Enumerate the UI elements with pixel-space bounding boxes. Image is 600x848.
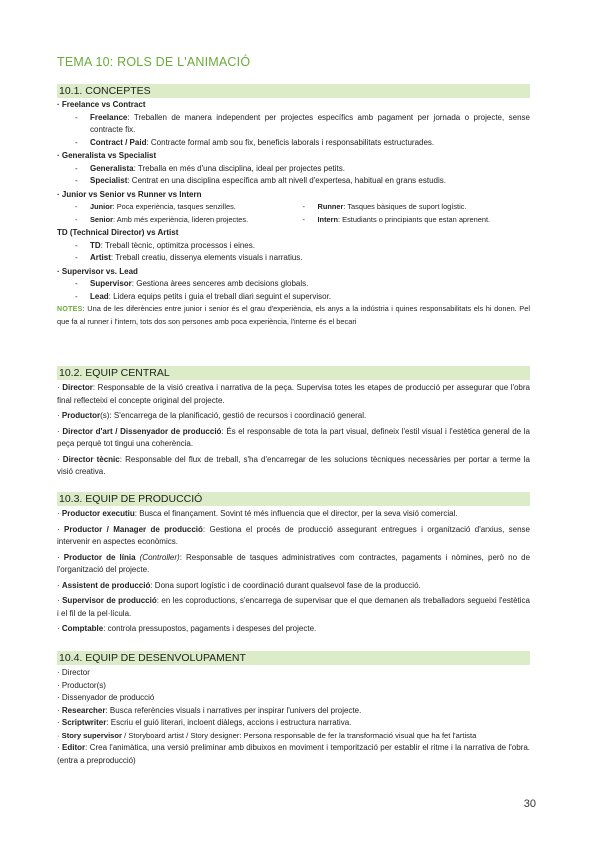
term: Director d'art / Dissenyador de producció	[62, 426, 222, 436]
definition: : Responsable de tasques administratives com contractes, pagaments i nòmines, però no de l'organització del projecte.	[57, 552, 531, 574]
term: Contract / Paid	[90, 137, 147, 147]
list-item: - Runner: Tasques bàsiques de suport logístic.	[302, 202, 467, 211]
definition: : Gestiona àrees senceres amb decisions globals.	[131, 279, 309, 288]
list-item: - Junior: Poca experiència, tasques senzilles.	[75, 202, 236, 211]
definition: : Treballen de manera independent per projectes específics amb pagament per jornada o projecte, sense contracte fix.	[90, 112, 530, 134]
term: Productor executiu	[61, 509, 135, 518]
term: Researcher	[61, 705, 106, 715]
definition: : Tasques bàsiques de suport logístic.	[343, 202, 467, 211]
definition: : Contracte formal amb sou fix, beneficis laborals i responsabilitats estructurades.	[146, 137, 435, 147]
list-item: - Specialist: Centrat en una disciplina específica amb alt nivell d'expertesa, habitual en grans estudis.	[75, 176, 446, 185]
list-item: · Dissenyador de producció	[57, 693, 155, 702]
term: Comptable	[61, 624, 104, 633]
definition: : Treballa en més d'una disciplina, ideal per projectes petits.	[133, 163, 345, 173]
paragraph: · Director d'art / Dissenyador de producció: És el responsable de tota la part visual, defineix l'estil visual i l'estètica general de la peça perquè tot tingui una coherència.	[57, 426, 530, 448]
section-conceptes	[57, 84, 530, 327]
paragraph: · Director: Responsable de la visió creativa i narrativa de la peça. Supervisa totes les etapes de producció per assegurar que l'obra final reflecteixi el concepte original del projecte.	[57, 383, 530, 405]
term: Artist	[90, 253, 111, 262]
term: Runner	[317, 202, 344, 211]
section-heading: 10.3. EQUIP DE PRODUCCIÓ	[57, 492, 530, 506]
list-item: TD (Technical Director) vs Artist	[57, 228, 179, 237]
section-equip-desenvolupament	[57, 651, 530, 767]
definition: : Responsable de la visió creativa i narrativa de la peça. Supervisa totes les etapes de producció per assegurar que l'obra final reflecteixi el concepte original del projecte.	[57, 383, 530, 405]
definition: : Busca referències visuals i narratives per inspirar l'univers del projecte.	[105, 705, 362, 715]
term-note: (Controller)	[135, 552, 180, 562]
definition: : Estudiants o principiants que estan aprenent.	[338, 214, 491, 224]
section-equip-central	[57, 366, 530, 479]
term: Specialist	[90, 176, 128, 185]
list-item: · Freelance vs Contract	[57, 100, 146, 109]
list-item: · Researcher: Busca referències visuals i narratives per inspirar l'univers del projecte.	[57, 705, 362, 715]
list-item: · Director	[57, 668, 90, 677]
list-item: - Supervisor: Gestiona àrees senceres amb decisions globals.	[75, 279, 309, 288]
list-item: - Senior: Amb més experiència, lideren projectes.	[75, 214, 249, 224]
list-item: - Freelance: Treballen de manera independent per projectes específics amb pagament per jornada o projecte, sense contracte fix.	[75, 112, 530, 134]
list-item: - Generalista: Treballa en més d'una disciplina, ideal per projectes petits.	[75, 163, 345, 173]
definition: : Busca el finançament. Sovint té més influencia que el director, per la seva visió comercial.	[134, 509, 458, 518]
term: TD	[90, 240, 101, 250]
term: Supervisor de producció	[62, 596, 157, 605]
term: Director	[62, 383, 93, 392]
term: Productor / Manager de producció	[64, 524, 203, 534]
term: Story supervisor	[61, 730, 122, 740]
section-heading: 10.4. EQUIP DE DESENVOLUPAMENT	[57, 651, 530, 665]
definition: : Treball tècnic, optimitza processos i eines.	[100, 240, 255, 250]
list-item: · Supervisor vs. Lead	[57, 266, 138, 276]
term: Director tècnic	[62, 454, 120, 464]
paragraph: · Productor executiu: Busca el finançament. Sovint té més influencia que el director, per la seva visió comercial.	[57, 509, 458, 518]
paragraph: · Productor(s): S'encarrega de la planificació, gestió de recursos i coordinació general.	[57, 411, 367, 420]
term: Supervisor	[90, 279, 132, 288]
definition: : Lidera equips petits i guia el treball diari seguint el supervisor.	[108, 291, 332, 301]
paragraph: · Productor / Manager de producció: Gestiona el procés de producció assegurant entregues i organització d'arxius, sense intervenir en aspectes econòmics.	[57, 524, 531, 546]
definition: : Dona suport logístic i de coordinació durant qualsevol fase de la producció.	[150, 580, 421, 590]
definition: : Crea l'animàtica, una versió preliminar amb dibuixos en moviment i temporització per establir el ritme i la narrativa de l'obra. (entra a preproducció)	[57, 743, 530, 765]
list-item: · Editor: Crea l'animàtica, una versió preliminar amb dibuixos en moviment i temporització per establir el ritme i la narrativa de l'obra. (entra a preproducció)	[57, 743, 530, 765]
list-item: · Story supervisor / Storyboard artist / Story designer: Persona responsable de fer la transformació visual que ha fet l'artista	[57, 730, 477, 740]
definition: : Centrat en una disciplina específica amb alt nivell d'expertesa, habitual en grans estudis.	[127, 176, 446, 185]
definition: : Amb més experiència, lideren projectes.	[113, 214, 249, 224]
definition: : Poca experiència, tasques senzilles.	[112, 202, 236, 211]
notes	[57, 303, 530, 327]
definition: : Treball creatiu, dissenya elements visuals i narratius.	[110, 253, 303, 262]
paragraph: · Productor de línia (Controller): Responsable de tasques administratives com contractes, pagaments i nòmines, però no de l'organització del projecte.	[57, 552, 531, 574]
definition: : controla pressupostos, pagaments i despeses del projecte.	[103, 624, 317, 633]
definition: : en les coproductions, s'encarrega de supervisar que el que demanen als treballadors segueixi l'estètica i el fil de la pel·lícula.	[57, 596, 530, 618]
definition: (s): S'encarrega de la planificació, gestió de recursos i coordinació general.	[100, 411, 367, 420]
term: Junior	[90, 202, 113, 211]
term: Generalista	[90, 163, 134, 173]
definition: / Storyboard artist / Story designer: Persona responsable de fer la transformació visual que ha fet l'artista	[122, 730, 477, 740]
term: Assistent de producció	[61, 580, 151, 590]
notes-label: NOTES	[57, 306, 83, 313]
paragraph: · Comptable: controla pressupostos, pagaments i despeses del projecte.	[57, 624, 317, 633]
list-item: - Contract / Paid: Contracte formal amb sou fix, beneficis laborals i responsabilitats estructurades.	[75, 137, 435, 147]
term: Productor de línia	[63, 552, 136, 562]
definition: : Responsable del flux de treball, s'ha d'encarregar de les solucions tècniques necessàries per portar a terme la visió creativa.	[57, 454, 530, 476]
page-title: TEMA 10: ROLS DE L'ANIMACIÓ	[57, 55, 251, 69]
list-item: - TD: Treball tècnic, optimitza processos i eines.	[75, 240, 255, 250]
definition: : És el responsable de tota la part visual, defineix l'estil visual i l'estètica general de la peça perquè tot tingui una coherència.	[57, 426, 530, 448]
paragraph: · Supervisor de producció: en les coproductions, s'encarrega de supervisar que el que demanen als treballadors segueixi l'estètica i el fil de la pel·lícula.	[57, 596, 530, 618]
term: Scriptwriter	[61, 718, 107, 727]
paragraph: · Assistent de producció: Dona suport logístic i de coordinació durant qualsevol fase de la producció.	[57, 580, 421, 590]
page-number: 30	[523, 798, 536, 810]
definition: : Escriu el guió literari, incloent diàlegs, accions i estructura narrativa.	[106, 718, 352, 727]
section-equip-produccio	[57, 492, 530, 636]
list-item: - Intern: Estudiants o principiants que estan aprenent.	[302, 214, 491, 224]
term: Editor	[62, 743, 86, 752]
section-heading: 10.2. EQUIP CENTRAL	[57, 366, 530, 380]
term: Productor	[61, 411, 101, 420]
paragraph: · Director tècnic: Responsable del flux de treball, s'ha d'encarregar de les solucions tècniques necessàries per portar a terme la visió creativa.	[57, 454, 530, 476]
list-item: · Junior vs Senior vs Runner vs Intern	[57, 189, 202, 199]
list-item: · Scriptwriter: Escriu el guió literari, incloent diàlegs, accions i estructura narrativa.	[57, 718, 352, 727]
definition: : Gestiona el procés de producció assegurant entregues i organització d'arxius, sense intervenir en aspectes econòmics.	[57, 524, 531, 546]
two-column-list	[57, 201, 530, 226]
notes-text: : Una de les diferències entre junior i senior és el grau d'experiència, els anys a la indústria i quines responsabilitats els hi donen. Pel que fa al runner i l'intern, tots dos son persones amb poca experiència, l'interne és el becari	[57, 304, 530, 326]
list-item: - Lead: Lidera equips petits i guia el treball diari seguint el supervisor.	[75, 291, 332, 301]
term: Lead	[90, 291, 109, 301]
term: Senior	[90, 214, 113, 224]
list-item: · Generalista vs Specialist	[57, 151, 157, 160]
term: Freelance	[90, 112, 128, 122]
list-item: - Artist: Treball creatiu, dissenya elements visuals i narratius.	[75, 253, 303, 262]
section-heading: 10.1. CONCEPTES	[57, 84, 530, 98]
term: Intern	[317, 214, 339, 224]
list-item: · Productor(s)	[57, 680, 106, 690]
